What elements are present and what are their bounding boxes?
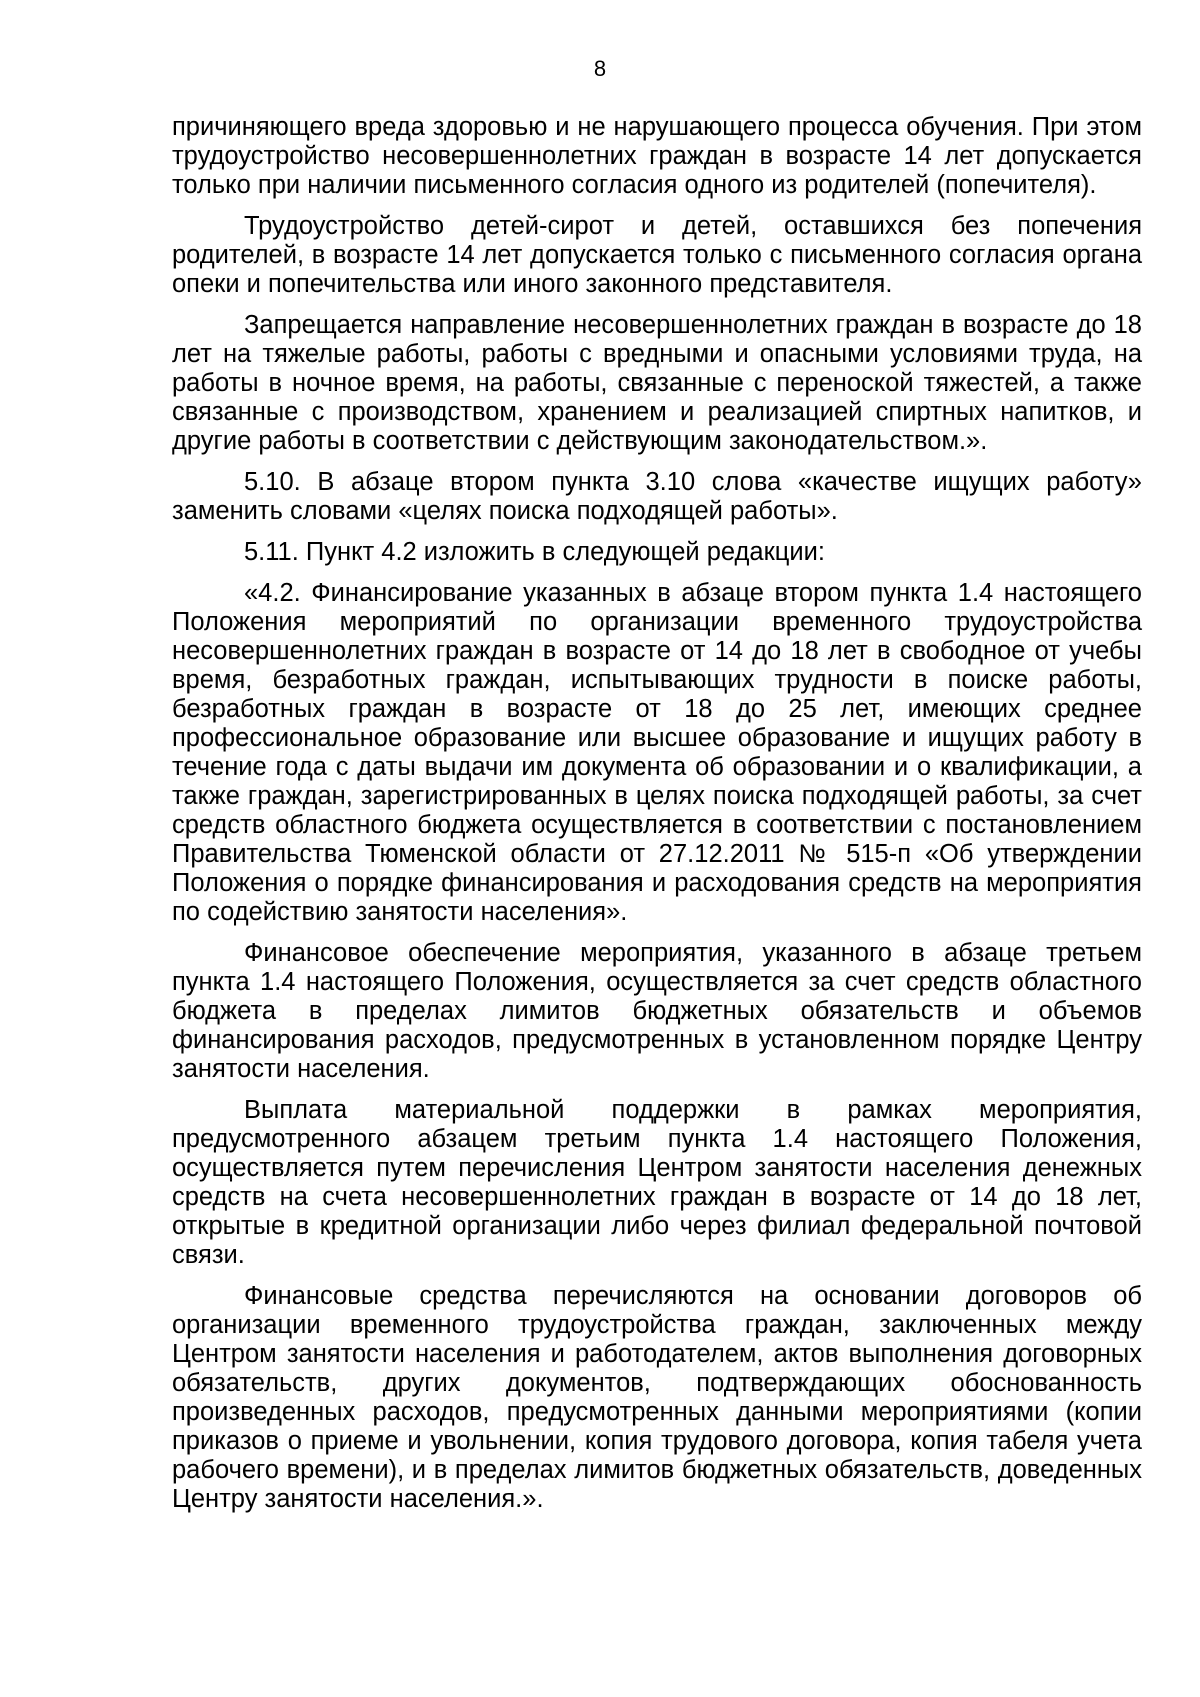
paragraph-amendment-5-10: 5.10. В абзаце втором пункта 3.10 слова «качестве ищущих работу» заменить словами «целях поиска подходящей работы». <box>172 468 1142 525</box>
paragraph-amendment-5-11: 5.11. Пункт 4.2 изложить в следующей редакции: <box>244 538 825 566</box>
paragraph-orphans-employment: Трудоустройство детей-сирот и детей, оставшихся без попечения родителей, в возрасте 14 лет допускается только с письменного согласия органа опеки и попечительства или иного законного представителя. <box>172 212 1142 298</box>
page-number: 8 <box>593 56 607 81</box>
paragraph-prohibited-work: Запрещается направление несовершеннолетних граждан в возрасте до 18 лет на тяжелые работы, работы с вредными и опасными условиями труда, на работы в ночное время, на работы, связанные с переноской тяжестей, а также связанные с производством, хранением и реализацией спиртных напитков, и другие работы в соответствии с действующим законодательством.». <box>172 311 1142 455</box>
paragraph-financial-provision: Финансовое обеспечение мероприятия, указанного в абзаце третьем пункта 1.4 настоящего Положения, осуществляется за счет средств областного бюджета в пределах лимитов бюджетных обязательств и объемов финансирования расходов, предусмотренных в установленном порядке Центру занятости населения. <box>172 939 1142 1083</box>
paragraph-section-4-2: «4.2. Финансирование указанных в абзаце втором пункта 1.4 настоящего Положения мероприятий по организации временного трудоустройства несовершеннолетних граждан в возрасте от 14 до 18 лет в свободное от учебы время, безработных граждан, испытывающих трудности в поиске работы, безработных граждан в возрасте от 18 до 25 лет, имеющих среднее профессиональное образование или высшее образование и ищущих работу в течение года с даты выдачи им документа об образовании и о квалификации, а также граждан, зарегистрированных в целях поиска подходящей работы, за счет средств областного бюджета осуществляется в соответствии с постановлением Правительства Тюменской области от 27.12.2011 № 515-п «Об утверждении Положения о порядке финансирования и расходования средств на мероприятия по содействию занятости населения». <box>172 579 1142 926</box>
paragraph-continued: причиняющего вреда здоровью и не нарушающего процесса обучения. При этом трудоустройство несовершеннолетних граждан в возрасте 14 лет допускается только при наличии письменного согласия одного из родителей (попечителя). <box>172 113 1142 199</box>
paragraph-funds-transfer: Финансовые средства перечисляются на основании договоров об организации временного трудоустройства граждан, заключенных между Центром занятости населения и работодателем, актов выполнения договорных обязательств, других документов, подтверждающих обоснованность произведенных расходов, предусмотренных данными мероприятиями (копии приказов о приеме и увольнении, копия трудового договора, копия табеля учета рабочего времени), и в пределах лимитов бюджетных обязательств, доведенных Центру занятости населения.». <box>172 1282 1142 1513</box>
paragraph-material-support-payment: Выплата материальной поддержки в рамках мероприятия, предусмотренного абзацем третьим пункта 1.4 настоящего Положения, осуществляется путем перечисления Центром занятости населения денежных средств на счета несовершеннолетних граждан в возрасте от 14 до 18 лет, открытые в кредитной организации либо через филиал федеральной почтовой связи. <box>172 1096 1142 1269</box>
document-body <box>172 113 1142 1526</box>
